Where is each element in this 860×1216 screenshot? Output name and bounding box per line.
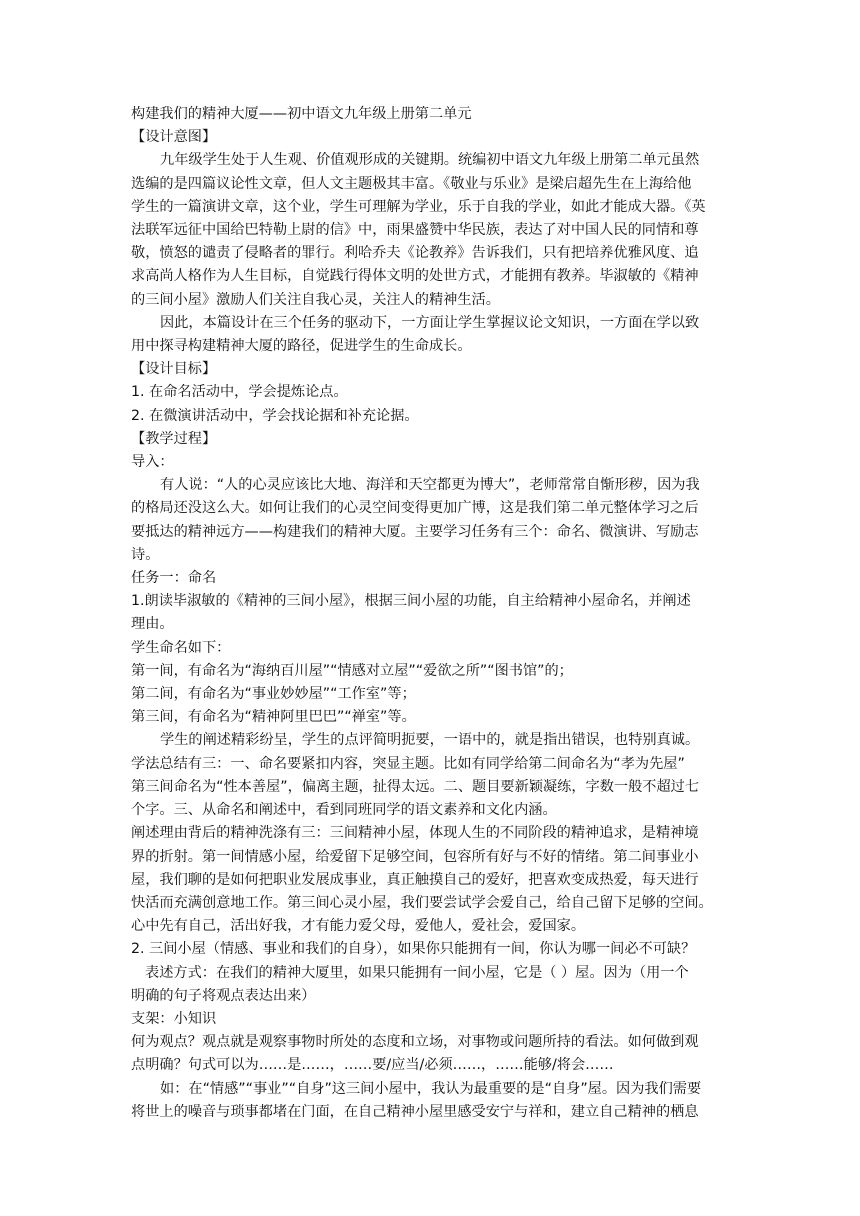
document-page: [131, 103, 731, 1124]
text-line: 求高尚人格作为人生目标，自觉践行得体文明的处世方式，才能拥有教养。毕淑敏的《精神: [131, 268, 699, 285]
text-line: 学生的阐述精彩纷呈，学生的点评简明扼要，一语中的，就是指出错误，也特别真诚。: [160, 732, 700, 749]
text-line: 屋，我们聊的是如何把职业发展成事业，真正触摸自己的爱好，把喜欢变成热爱，每天进行: [131, 871, 699, 888]
text-line: 诗。: [131, 546, 160, 563]
text-line: 【教学过程】: [131, 430, 217, 447]
text-line: 的格局还没这么大。如何让我们的心灵空间变得更加广博，这是我们第二单元整体学习之后: [131, 500, 699, 517]
text-line: 理由。: [131, 616, 174, 633]
text-line: 要抵达的精神远方——构建我们的精神大厦。主要学习任务有三个：命名、微演讲、写励志: [131, 523, 699, 540]
text-line: 明确的句子将观点表达出来）: [131, 987, 316, 1004]
text-line: 【设计意图】: [131, 129, 217, 146]
text-line: 学生命名如下：: [131, 639, 231, 656]
text-line: 点明确？句式可以为……是……，……要/应当/必须……，……能够/将会……: [131, 1057, 614, 1074]
text-line: 第三间命名为“性本善屋”，偏离主题，扯得太远。二、题目要新颖凝练，字数一般不超过七: [131, 778, 700, 795]
text-line: 2. 在微演讲活动中，学会找论据和补充论据。: [131, 407, 419, 424]
text-line: 九年级学生处于人生观、价值观形成的关键期。统编初中语文九年级上册第二单元虽然: [160, 152, 700, 169]
text-line: 如：在“情感”“事业”“自身”这三间小屋中，我认为最重要的是“自身”屋。因为我们需要: [160, 1080, 702, 1097]
text-line: 2. 三间小屋（情感、事业和我们的自身），如果你只能拥有一间，你认为哪一间必不可缺？: [131, 941, 696, 958]
text-line: 法联军远征中国给巴特勒上尉的信》中，雨果盛赞中华民族，表达了对中国人民的同情和尊: [131, 222, 699, 239]
text-line: 1.朗读毕淑敏的《精神的三间小屋》，根据三间小屋的功能，自主给精神小屋命名，并阐述: [131, 593, 691, 610]
text-line: 表述方式：在我们的精神大厦里，如果只能拥有一间小屋，它是（ ）屋。因为（用一个: [145, 964, 689, 981]
text-line: 用中探寻构建精神大厦的路径，促进学生的生命成长。: [131, 338, 472, 355]
text-line: 的三间小屋》激励人们关注自我心灵，关注人的精神生活。: [131, 291, 500, 308]
text-line: 因此，本篇设计在三个任务的驱动下，一方面让学生掌握议论文知识，一方面在学以致: [160, 314, 700, 331]
text-line: 何为观点？观点就是观察事物时所处的态度和立场，对事物或问题所持的看法。如何做到观: [131, 1034, 699, 1051]
text-line: 敬，愤怒的谴责了侵略者的罪行。利哈乔夫《论教养》告诉我们，只有把培养优雅风度、追: [131, 245, 699, 262]
text-line: 第一间，有命名为“海纳百川屋”“情感对立屋”“爱欲之所”“图书馆”的；: [131, 662, 573, 679]
text-line: 个字。三、从命名和阐述中，看到同班同学的语文素养和文化内涵。: [131, 802, 557, 819]
text-line: 构建我们的精神大厦——初中语文九年级上册第二单元: [131, 106, 472, 122]
text-line: 【设计目标】: [131, 361, 217, 378]
text-line: 支架：小知识: [131, 1010, 217, 1027]
text-line: 第三间，有命名为“精神阿里巴巴”“禅室”等。: [131, 709, 416, 726]
text-line: 第二间，有命名为“事业妙妙屋”“工作室”等；: [131, 686, 416, 703]
text-line: 学生的一篇演讲文章，这个业，学生可理解为学业，乐于自我的学业，如此才能成大器。《英: [131, 198, 706, 215]
text-line: 心中先有自己，活出好我，才有能力爱父母，爱他人，爱社会，爱国家。: [131, 918, 586, 935]
text-line: 将世上的噪音与琐事都堵在门面，在自己精神小屋里感受安宁与祥和，建立自己精神的栖息: [131, 1103, 699, 1120]
text-line: 任务一：命名: [131, 570, 217, 587]
text-line: 导入：: [131, 454, 174, 471]
text-line: 界的折射。第一间情感小屋，给爱留下足够空间，包容所有好与不好的情绪。第二间事业小: [131, 848, 699, 865]
text-line: 快活而充满创意地工作。第三间心灵小屋，我们要尝试学会爱自己，给自己留下足够的空间。: [131, 894, 713, 911]
text-line: 有人说：“人的心灵应该比大地、海洋和天空都更为博大”，老师常常自惭形秽，因为我: [160, 477, 700, 494]
text-line: 选编的是四篇议论性文章，但人文主题极其丰富。《敬业与乐业》是梁启超先生在上海给他: [131, 175, 692, 192]
text-line: 学法总结有三：一、命名要紧扣内容，突显主题。比如有同学给第二间命名为“孝为先屋”: [131, 755, 685, 772]
text-line: 阐述理由背后的精神洗涤有三：三间精神小屋，体现人生的不同阶段的精神追求，是精神境: [131, 825, 699, 842]
text-line: 1. 在命名活动中，学会提炼论点。: [131, 384, 348, 401]
